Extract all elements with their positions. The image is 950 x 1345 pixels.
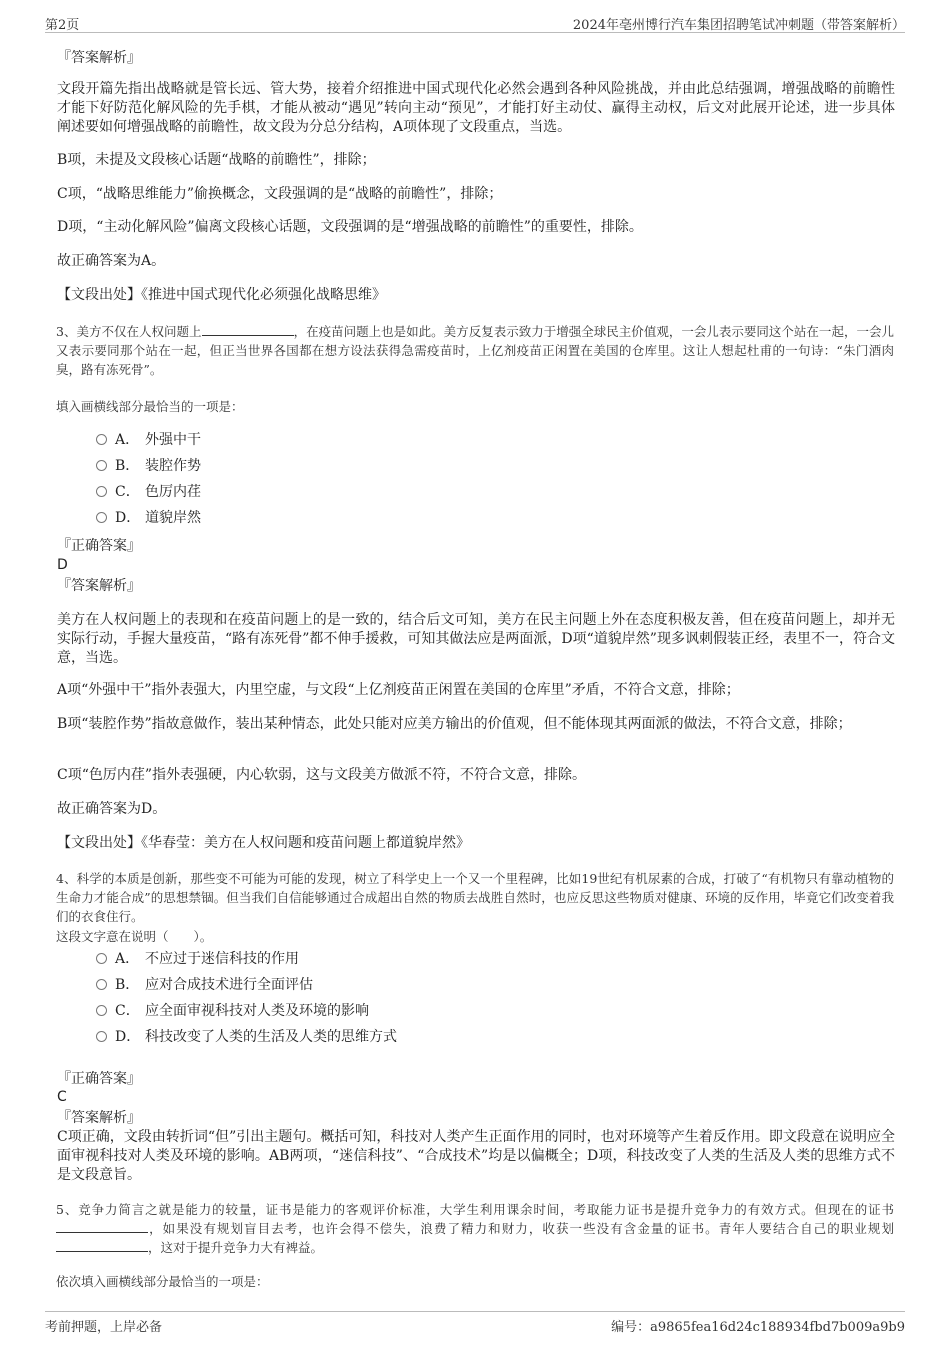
q3-option-a[interactable]: A． 外强中干 [96, 430, 201, 450]
radio-icon[interactable] [96, 434, 107, 445]
document-title: 2024年亳州博行汽车集团招聘笔试冲刺题（带答案解析） [572, 18, 905, 33]
source-citation: 【文段出处】《推进中国式现代化必须强化战略思维》 [57, 287, 386, 303]
radio-icon[interactable] [96, 460, 107, 471]
question-3-prompt: 填入画横线部分最恰当的一项是： [56, 399, 244, 414]
footer-slogan: 考前押题，上岸必备 [45, 1320, 163, 1335]
q3-option-d[interactable]: D． 道貌岸然 [96, 508, 201, 528]
radio-icon[interactable] [96, 486, 107, 497]
document-code: 编号：a9865fea16d24c188934fbd7b009a9b9 [611, 1320, 905, 1335]
answer-conclusion: 故正确答案为A。 [57, 253, 166, 269]
fill-blank [56, 1220, 148, 1233]
question-3-stem: 3、美方不仅在人权问题上 ，在疫苗问题上也是如此。美方反复表示致力于增强全球民主价值观，一会儿表示要同这个站在一起，一会儿又表示要同那个站在一起，但正当世界各国都在想方设法获得急需疫苗时，上亿剂疫苗正闲置在美国的仓库里。这让人想起杜甫的一句诗：“朱门酒肉臭，路有冻死骨”。 [56, 324, 894, 377]
radio-icon[interactable] [96, 953, 107, 964]
page-footer [45, 1311, 905, 1334]
radio-icon[interactable] [96, 1031, 107, 1042]
question-5-stem: 5、竞争力简言之就是能力的较量，证书是能力的客观评价标准，大学生利用课余时间，考取能力证书是提升竞争力的有效方式。但现在的证书，如果没有规划盲目去考，也许会得不偿失，浪费了精力和财力，收获一些没有含金量的证书。青年人要结合自己的职业规划，这对于提升竞争力大有裨益。 [56, 1202, 894, 1255]
q4-option-c[interactable]: C． 应全面审视科技对人类及环境的影响 [96, 1001, 369, 1021]
answer-conclusion: 故正确答案为D。 [57, 801, 167, 817]
correct-answer: C [57, 1089, 67, 1105]
correct-answer-label: 『正确答案』 [57, 1071, 141, 1087]
radio-icon[interactable] [96, 979, 107, 990]
q4-option-a[interactable]: A． 不应过于迷信科技的作用 [96, 949, 299, 969]
q3-option-b[interactable]: B． 装腔作势 [96, 456, 201, 476]
analysis-option-a: A项“外强中干”指外表强大，内里空虚，与文段“上亿剂疫苗正闲置在美国的仓库里”矛盾，不符合文意，排除； [57, 682, 740, 698]
q4-option-b[interactable]: B． 应对合成技术进行全面评估 [96, 975, 313, 995]
analysis-label: 『答案解析』 [57, 50, 141, 66]
analysis-paragraph: 文段开篇先指出战略就是管长远、管大势，接着介绍推进中国式现代化必然会遇到各种风险挑战，并由此总结强调，增强战略的前瞻性才能下好防范化解风险的先手棋，才能从被动“遇见”转向主动“预见”，才能打好主动仗、赢得主动权，后文对此展开论述，进一步具体阐述要如何增强战略的前瞻性，故文段为分总分结构，A项体现了文段重点，当选。 [57, 81, 895, 135]
analysis-label: 『答案解析』 [57, 578, 141, 594]
q3-option-c[interactable]: C． 色厉内荏 [96, 482, 201, 502]
question-5-prompt: 依次填入画横线部分最恰当的一项是： [56, 1274, 269, 1289]
analysis-option-d: D项，“主动化解风险”偏离文段核心话题，文段强调的是“增强战略的前瞻性”的重要性，排除。 [57, 219, 643, 235]
question-4-prompt: 这段文字意在说明（ ）。 [56, 929, 213, 944]
fill-blank [56, 1239, 148, 1252]
q4-option-d[interactable]: D． 科技改变了人类的生活及人类的思维方式 [96, 1027, 397, 1047]
correct-answer-label: 『正确答案』 [57, 538, 141, 554]
analysis-option-c: C项，“战略思维能力”偷换概念，文段强调的是“战略的前瞻性”，排除； [57, 186, 503, 202]
analysis-paragraph: 美方在人权问题上的表现和在疫苗问题上的是一致的，结合后文可知，美方在民主问题上外在态度积极友善，但在疫苗问题上，却并无实际行动，手握大量疫苗，“路有冻死骨”都不伸手援救，可知其做法应是两面派，D项“道貌岸然”现多讽刺假装正经，表里不一，符合文意，当选。 [57, 612, 895, 666]
page-header [45, 12, 905, 33]
fill-blank [202, 323, 294, 336]
radio-icon[interactable] [96, 512, 107, 523]
source-citation: 【文段出处】《华春莹：美方在人权问题和疫苗问题上都道貌岸然》 [57, 835, 470, 851]
analysis-option-c: C项“色厉内荏”指外表强硬，内心软弱，这与文段美方做派不符，不符合文意，排除。 [57, 767, 587, 783]
analysis-paragraph: C项正确，文段由转折词“但”引出主题句。概括可知，科技对人类产生正面作用的同时，也对环境等产生着反作用。即文段意在说明应全面审视科技对人类及环境的影响。AB两项，“迷信科技”、“合成技术”均是以偏概全；D项，科技改变了人类的生活及人类的思维方式不是文段意旨。 [57, 1129, 895, 1183]
page-number: 第2页 [45, 18, 80, 33]
analysis-option-b: B项“装腔作势”指故意做作，装出某种情态，此处只能对应美方输出的价值观，但不能体现其两面派的做法，不符合文意，排除； [57, 716, 852, 732]
correct-answer: D [57, 557, 68, 573]
radio-icon[interactable] [96, 1005, 107, 1016]
question-4-stem: 4、科学的本质是创新，那些变不可能为可能的发现，树立了科学史上一个又一个里程碑，比如19世纪有机尿素的合成，打破了“有机物只有靠动植物的生命力才能合成”的思想禁锢。但当我们自信能够通过合成超出自然的物质去战胜自然时，也应反思这些物质对健康、环境的反作用，毕竟它们改变着我们的衣食住行。 [56, 871, 894, 924]
analysis-option-b: B项，未提及文段核心话题“战略的前瞻性”，排除； [57, 152, 376, 168]
analysis-label: 『答案解析』 [57, 1110, 141, 1126]
